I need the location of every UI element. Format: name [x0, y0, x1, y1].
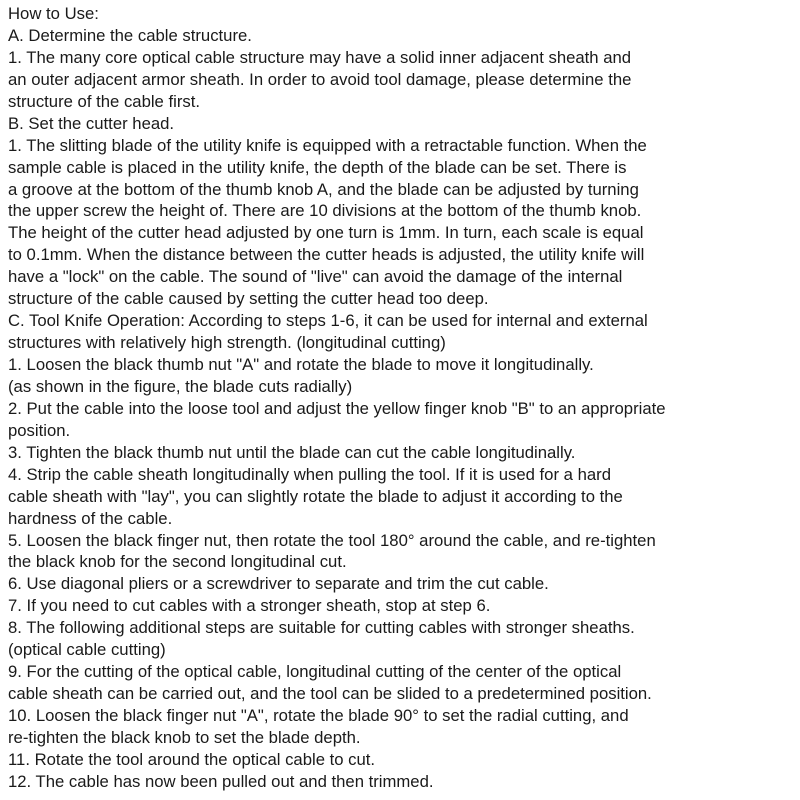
step-line: 3. Tighten the black thumb nut until the blade can cut the cable longitudinally. — [8, 442, 576, 462]
step-line: 11. Rotate the tool around the optical cable to cut. — [8, 749, 376, 769]
text-line: structure of the cable caused by setting the cutter head too deep. — [8, 289, 489, 309]
step-line: 5. Loosen the black finger nut, then rotate the tool 180° around the cable, and re-tighten — [8, 530, 656, 550]
step-line: 2. Put the cable into the loose tool and adjust the yellow finger knob "B" to an appropriate — [8, 398, 666, 418]
text-line: the black knob for the second longitudinal cut. — [8, 552, 347, 572]
section-a-heading: A. Determine the cable structure. — [8, 25, 252, 45]
instructions-document — [8, 3, 794, 793]
step-line: 12. The cable has now been pulled out and then trimmed. — [8, 771, 434, 791]
text-line: cable sheath with "lay", you can slightly rotate the blade to adjust it according to the — [8, 486, 623, 506]
text-line: 1. The many core optical cable structure may have a solid inner adjacent sheath and — [8, 47, 632, 67]
text-line: have a "lock" on the cable. The sound of "live" can avoid the damage of the internal — [8, 267, 623, 287]
text-line: a groove at the bottom of the thumb knob A, and the blade can be adjusted by turning — [8, 179, 639, 199]
text-line: structure of the cable first. — [8, 91, 200, 111]
text-line: cable sheath can be carried out, and the tool can be slided to a predetermined position. — [8, 684, 652, 704]
text-line: The height of the cutter head adjusted by one turn is 1mm. In turn, each scale is equal — [8, 223, 644, 243]
heading-how-to-use: How to Use: — [8, 4, 99, 23]
step-line: 7. If you need to cut cables with a stronger sheath, stop at step 6. — [8, 596, 491, 616]
section-b-heading: B. Set the cutter head. — [8, 113, 175, 133]
step-line: 8. The following additional steps are suitable for cutting cables with stronger sheaths. — [8, 618, 635, 638]
text-line: hardness of the cable. — [8, 508, 173, 528]
step-line: 4. Strip the cable sheath longitudinally when pulling the tool. If it is used for a hard — [8, 464, 611, 484]
text-line: 1. The slitting blade of the utility knife is equipped with a retractable function. When the — [8, 135, 647, 155]
step-line: 10. Loosen the black finger nut "A", rotate the blade 90° to set the radial cutting, and — [8, 706, 629, 725]
text-line: re-tighten the black knob to set the blade depth. — [8, 727, 361, 747]
step-line: 9. For the cutting of the optical cable, longitudinal cutting of the center of the optical — [8, 662, 622, 682]
step-line: 6. Use diagonal pliers or a screwdriver to separate and trim the cut cable. — [8, 574, 549, 594]
text-line: sample cable is placed in the utility knife, the depth of the blade can be set. There is — [8, 157, 627, 177]
section-c-heading: C. Tool Knife Operation: According to steps 1-6, it can be used for internal and external — [8, 311, 648, 331]
text-line: to 0.1mm. When the distance between the cutter heads is adjusted, the utility knife will — [8, 245, 645, 265]
text-line: an outer adjacent armor sheath. In order to avoid tool damage, please determine the — [8, 69, 632, 89]
text-line: structures with relatively high strength. (longitudinal cutting) — [8, 333, 446, 353]
text-line: (as shown in the figure, the blade cuts radially) — [8, 376, 353, 396]
step-line: 1. Loosen the black thumb nut "A" and rotate the blade to move it longitudinally. — [8, 355, 594, 374]
text-line: (optical cable cutting) — [8, 640, 166, 660]
text-line: the upper screw the height of. There are 10 divisions at the bottom of the thumb knob. — [8, 201, 642, 221]
text-line: position. — [8, 420, 71, 440]
